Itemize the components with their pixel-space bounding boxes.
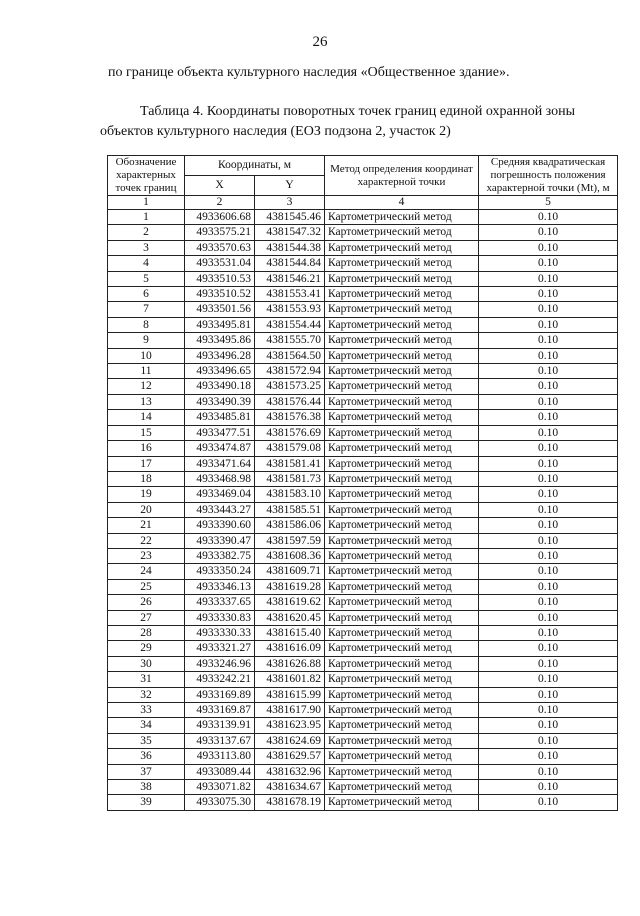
table-row <box>108 487 618 502</box>
x-coordinate-cell: 4933242.21 <box>185 672 255 687</box>
table-row <box>108 471 618 486</box>
table-row <box>108 287 618 302</box>
x-coordinate-cell: 4933443.27 <box>185 502 255 517</box>
y-coordinate-cell: 4381616.09 <box>255 641 325 656</box>
y-coordinate-cell: 4381553.41 <box>255 287 325 302</box>
error-cell: 0.10 <box>479 641 618 656</box>
header-y: Y <box>255 176 325 196</box>
table-row <box>108 610 618 625</box>
table-row <box>108 687 618 702</box>
point-id-cell: 15 <box>108 425 185 440</box>
table-row <box>108 240 618 255</box>
error-cell: 0.10 <box>479 441 618 456</box>
method-cell: Картометрический метод <box>325 210 479 225</box>
error-cell: 0.10 <box>479 718 618 733</box>
table-row <box>108 579 618 594</box>
x-coordinate-cell: 4933575.21 <box>185 225 255 240</box>
y-coordinate-cell: 4381581.41 <box>255 456 325 471</box>
error-cell: 0.10 <box>479 749 618 764</box>
error-cell: 0.10 <box>479 302 618 317</box>
method-cell: Картометрический метод <box>325 533 479 548</box>
x-coordinate-cell: 4933510.52 <box>185 287 255 302</box>
x-coordinate-cell: 4933501.56 <box>185 302 255 317</box>
y-coordinate-cell: 4381623.95 <box>255 718 325 733</box>
table-row <box>108 256 618 271</box>
method-cell: Картометрический метод <box>325 410 479 425</box>
error-cell: 0.10 <box>479 595 618 610</box>
coordinates-table <box>107 155 618 811</box>
column-number: 5 <box>479 196 618 210</box>
x-coordinate-cell: 4933246.96 <box>185 656 255 671</box>
point-id-cell: 30 <box>108 656 185 671</box>
page-number: 26 <box>312 34 328 50</box>
point-id-cell: 36 <box>108 749 185 764</box>
x-coordinate-cell: 4933113.80 <box>185 749 255 764</box>
table-row <box>108 780 618 795</box>
table-row <box>108 210 618 225</box>
y-coordinate-cell: 4381632.96 <box>255 764 325 779</box>
x-coordinate-cell: 4933474.87 <box>185 441 255 456</box>
method-cell: Картометрический метод <box>325 471 479 486</box>
table-row <box>108 641 618 656</box>
method-cell: Картометрический метод <box>325 364 479 379</box>
error-cell: 0.10 <box>479 533 618 548</box>
point-id-cell: 10 <box>108 348 185 363</box>
y-coordinate-cell: 4381634.67 <box>255 780 325 795</box>
header-designation: Обозначение характерных точек границ <box>108 156 185 196</box>
point-id-cell: 2 <box>108 225 185 240</box>
y-coordinate-cell: 4381544.38 <box>255 240 325 255</box>
error-cell: 0.10 <box>479 256 618 271</box>
method-cell: Картометрический метод <box>325 764 479 779</box>
table-row <box>108 456 618 471</box>
x-coordinate-cell: 4933495.86 <box>185 333 255 348</box>
intro-text: по границе объекта культурного наследия «Общественное здание». <box>108 65 510 80</box>
method-cell: Картометрический метод <box>325 564 479 579</box>
x-coordinate-cell: 4933330.83 <box>185 610 255 625</box>
y-coordinate-cell: 4381626.88 <box>255 656 325 671</box>
y-coordinate-cell: 4381576.44 <box>255 394 325 409</box>
x-coordinate-cell: 4933337.65 <box>185 595 255 610</box>
method-cell: Картометрический метод <box>325 656 479 671</box>
error-cell: 0.10 <box>479 287 618 302</box>
method-cell: Картометрический метод <box>325 672 479 687</box>
table-row <box>108 441 618 456</box>
method-cell: Картометрический метод <box>325 548 479 563</box>
x-coordinate-cell: 4933169.87 <box>185 703 255 718</box>
x-coordinate-cell: 4933606.68 <box>185 210 255 225</box>
method-cell: Картометрический метод <box>325 271 479 286</box>
method-cell: Картометрический метод <box>325 287 479 302</box>
x-coordinate-cell: 4933510.53 <box>185 271 255 286</box>
point-id-cell: 38 <box>108 780 185 795</box>
table-row <box>108 533 618 548</box>
x-coordinate-cell: 4933075.30 <box>185 795 255 810</box>
point-id-cell: 27 <box>108 610 185 625</box>
table-row <box>108 749 618 764</box>
method-cell: Картометрический метод <box>325 394 479 409</box>
method-cell: Картометрический метод <box>325 625 479 640</box>
method-cell: Картометрический метод <box>325 456 479 471</box>
y-coordinate-cell: 4381617.90 <box>255 703 325 718</box>
point-id-cell: 6 <box>108 287 185 302</box>
x-coordinate-cell: 4933346.13 <box>185 579 255 594</box>
point-id-cell: 21 <box>108 518 185 533</box>
x-coordinate-cell: 4933490.39 <box>185 394 255 409</box>
point-id-cell: 37 <box>108 764 185 779</box>
x-coordinate-cell: 4933089.44 <box>185 764 255 779</box>
column-number: 1 <box>108 196 185 210</box>
header-method: Метод определения координат характерной точки <box>325 156 479 196</box>
table-row <box>108 379 618 394</box>
point-id-cell: 5 <box>108 271 185 286</box>
table-row <box>108 733 618 748</box>
error-cell: 0.10 <box>479 518 618 533</box>
error-cell: 0.10 <box>479 379 618 394</box>
method-cell: Картометрический метод <box>325 703 479 718</box>
table-header-row <box>108 156 618 176</box>
x-coordinate-cell: 4933496.28 <box>185 348 255 363</box>
x-coordinate-cell: 4933169.89 <box>185 687 255 702</box>
x-coordinate-cell: 4933531.04 <box>185 256 255 271</box>
x-coordinate-cell: 4933139.91 <box>185 718 255 733</box>
table-row <box>108 225 618 240</box>
x-coordinate-cell: 4933137.67 <box>185 733 255 748</box>
method-cell: Картометрический метод <box>325 348 479 363</box>
error-cell: 0.10 <box>479 471 618 486</box>
point-id-cell: 3 <box>108 240 185 255</box>
method-cell: Картометрический метод <box>325 487 479 502</box>
method-cell: Картометрический метод <box>325 333 479 348</box>
method-cell: Картометрический метод <box>325 718 479 733</box>
x-coordinate-cell: 4933468.98 <box>185 471 255 486</box>
point-id-cell: 14 <box>108 410 185 425</box>
y-coordinate-cell: 4381576.38 <box>255 410 325 425</box>
point-id-cell: 1 <box>108 210 185 225</box>
point-id-cell: 12 <box>108 379 185 394</box>
table-row <box>108 348 618 363</box>
y-coordinate-cell: 4381583.10 <box>255 487 325 502</box>
table-row <box>108 302 618 317</box>
y-coordinate-cell: 4381615.99 <box>255 687 325 702</box>
table-body <box>108 210 618 811</box>
table-row <box>108 333 618 348</box>
x-coordinate-cell: 4933477.51 <box>185 425 255 440</box>
y-coordinate-cell: 4381620.45 <box>255 610 325 625</box>
y-coordinate-cell: 4381547.32 <box>255 225 325 240</box>
method-cell: Картометрический метод <box>325 579 479 594</box>
method-cell: Картометрический метод <box>325 317 479 332</box>
method-cell: Картометрический метод <box>325 502 479 517</box>
x-coordinate-cell: 4933495.81 <box>185 317 255 332</box>
y-coordinate-cell: 4381553.93 <box>255 302 325 317</box>
y-coordinate-cell: 4381576.69 <box>255 425 325 440</box>
point-id-cell: 35 <box>108 733 185 748</box>
point-id-cell: 20 <box>108 502 185 517</box>
error-cell: 0.10 <box>479 733 618 748</box>
error-cell: 0.10 <box>479 394 618 409</box>
table-row <box>108 656 618 671</box>
method-cell: Картометрический метод <box>325 733 479 748</box>
x-coordinate-cell: 4933490.18 <box>185 379 255 394</box>
error-cell: 0.10 <box>479 548 618 563</box>
table-row <box>108 795 618 810</box>
point-id-cell: 9 <box>108 333 185 348</box>
point-id-cell: 7 <box>108 302 185 317</box>
x-coordinate-cell: 4933390.47 <box>185 533 255 548</box>
y-coordinate-cell: 4381609.71 <box>255 564 325 579</box>
method-cell: Картометрический метод <box>325 595 479 610</box>
error-cell: 0.10 <box>479 210 618 225</box>
point-id-cell: 17 <box>108 456 185 471</box>
table-row <box>108 564 618 579</box>
error-cell: 0.10 <box>479 240 618 255</box>
table-caption-line1: Таблица 4. Координаты поворотных точек границ единой охранной зоны <box>140 104 576 119</box>
point-id-cell: 8 <box>108 317 185 332</box>
y-coordinate-cell: 4381597.59 <box>255 533 325 548</box>
point-id-cell: 11 <box>108 364 185 379</box>
point-id-cell: 19 <box>108 487 185 502</box>
x-coordinate-cell: 4933496.65 <box>185 364 255 379</box>
point-id-cell: 18 <box>108 471 185 486</box>
error-cell: 0.10 <box>479 317 618 332</box>
column-number: 3 <box>255 196 325 210</box>
column-number-row <box>108 196 618 210</box>
table-row <box>108 672 618 687</box>
point-id-cell: 23 <box>108 548 185 563</box>
header-coordinates: Координаты, м <box>185 156 325 176</box>
x-coordinate-cell: 4933390.60 <box>185 518 255 533</box>
table-caption-line2: объектов культурного наследия (ЕОЗ подзона 2, участок 2) <box>100 124 451 139</box>
error-cell: 0.10 <box>479 348 618 363</box>
header-x: X <box>185 176 255 196</box>
error-cell: 0.10 <box>479 703 618 718</box>
point-id-cell: 16 <box>108 441 185 456</box>
y-coordinate-cell: 4381619.28 <box>255 579 325 594</box>
x-coordinate-cell: 4933330.33 <box>185 625 255 640</box>
y-coordinate-cell: 4381545.46 <box>255 210 325 225</box>
method-cell: Картометрический метод <box>325 687 479 702</box>
y-coordinate-cell: 4381601.82 <box>255 672 325 687</box>
point-id-cell: 4 <box>108 256 185 271</box>
method-cell: Картометрический метод <box>325 795 479 810</box>
method-cell: Картометрический метод <box>325 302 479 317</box>
error-cell: 0.10 <box>479 425 618 440</box>
y-coordinate-cell: 4381544.84 <box>255 256 325 271</box>
y-coordinate-cell: 4381585.51 <box>255 502 325 517</box>
x-coordinate-cell: 4933321.27 <box>185 641 255 656</box>
y-coordinate-cell: 4381555.70 <box>255 333 325 348</box>
point-id-cell: 39 <box>108 795 185 810</box>
x-coordinate-cell: 4933469.04 <box>185 487 255 502</box>
y-coordinate-cell: 4381624.69 <box>255 733 325 748</box>
method-cell: Картометрический метод <box>325 225 479 240</box>
error-cell: 0.10 <box>479 333 618 348</box>
point-id-cell: 22 <box>108 533 185 548</box>
column-number: 4 <box>325 196 479 210</box>
error-cell: 0.10 <box>479 410 618 425</box>
column-number: 2 <box>185 196 255 210</box>
method-cell: Картометрический метод <box>325 441 479 456</box>
table-row <box>108 502 618 517</box>
y-coordinate-cell: 4381554.44 <box>255 317 325 332</box>
error-cell: 0.10 <box>479 610 618 625</box>
y-coordinate-cell: 4381573.25 <box>255 379 325 394</box>
error-cell: 0.10 <box>479 502 618 517</box>
x-coordinate-cell: 4933570.63 <box>185 240 255 255</box>
method-cell: Картометрический метод <box>325 379 479 394</box>
point-id-cell: 31 <box>108 672 185 687</box>
y-coordinate-cell: 4381546.21 <box>255 271 325 286</box>
y-coordinate-cell: 4381608.36 <box>255 548 325 563</box>
error-cell: 0.10 <box>479 764 618 779</box>
error-cell: 0.10 <box>479 672 618 687</box>
x-coordinate-cell: 4933382.75 <box>185 548 255 563</box>
table-row <box>108 703 618 718</box>
y-coordinate-cell: 4381629.57 <box>255 749 325 764</box>
x-coordinate-cell: 4933350.24 <box>185 564 255 579</box>
method-cell: Картометрический метод <box>325 240 479 255</box>
method-cell: Картометрический метод <box>325 518 479 533</box>
method-cell: Картометрический метод <box>325 256 479 271</box>
x-coordinate-cell: 4933471.64 <box>185 456 255 471</box>
header-error: Средняя квадратическая погрешность положения характерной точки (Mt), м <box>479 156 618 196</box>
point-id-cell: 29 <box>108 641 185 656</box>
error-cell: 0.10 <box>479 487 618 502</box>
table-caption <box>100 102 620 142</box>
method-cell: Картометрический метод <box>325 425 479 440</box>
y-coordinate-cell: 4381581.73 <box>255 471 325 486</box>
table-row <box>108 764 618 779</box>
error-cell: 0.10 <box>479 795 618 810</box>
y-coordinate-cell: 4381615.40 <box>255 625 325 640</box>
y-coordinate-cell: 4381572.94 <box>255 364 325 379</box>
error-cell: 0.10 <box>479 564 618 579</box>
error-cell: 0.10 <box>479 625 618 640</box>
point-id-cell: 32 <box>108 687 185 702</box>
method-cell: Картометрический метод <box>325 780 479 795</box>
table-row <box>108 595 618 610</box>
point-id-cell: 24 <box>108 564 185 579</box>
error-cell: 0.10 <box>479 364 618 379</box>
table-row <box>108 548 618 563</box>
point-id-cell: 34 <box>108 718 185 733</box>
table-row <box>108 410 618 425</box>
error-cell: 0.10 <box>479 687 618 702</box>
table-row <box>108 518 618 533</box>
method-cell: Картометрический метод <box>325 641 479 656</box>
method-cell: Картометрический метод <box>325 749 479 764</box>
error-cell: 0.10 <box>479 456 618 471</box>
point-id-cell: 25 <box>108 579 185 594</box>
point-id-cell: 13 <box>108 394 185 409</box>
y-coordinate-cell: 4381564.50 <box>255 348 325 363</box>
error-cell: 0.10 <box>479 780 618 795</box>
table-row <box>108 394 618 409</box>
method-cell: Картометрический метод <box>325 610 479 625</box>
point-id-cell: 26 <box>108 595 185 610</box>
error-cell: 0.10 <box>479 271 618 286</box>
table-row <box>108 625 618 640</box>
y-coordinate-cell: 4381678.19 <box>255 795 325 810</box>
y-coordinate-cell: 4381619.62 <box>255 595 325 610</box>
table-row <box>108 271 618 286</box>
table-row <box>108 364 618 379</box>
table-row <box>108 718 618 733</box>
error-cell: 0.10 <box>479 656 618 671</box>
table-row <box>108 317 618 332</box>
point-id-cell: 28 <box>108 625 185 640</box>
table-row <box>108 425 618 440</box>
x-coordinate-cell: 4933071.82 <box>185 780 255 795</box>
error-cell: 0.10 <box>479 225 618 240</box>
y-coordinate-cell: 4381579.08 <box>255 441 325 456</box>
error-cell: 0.10 <box>479 579 618 594</box>
point-id-cell: 33 <box>108 703 185 718</box>
y-coordinate-cell: 4381586.06 <box>255 518 325 533</box>
x-coordinate-cell: 4933485.81 <box>185 410 255 425</box>
